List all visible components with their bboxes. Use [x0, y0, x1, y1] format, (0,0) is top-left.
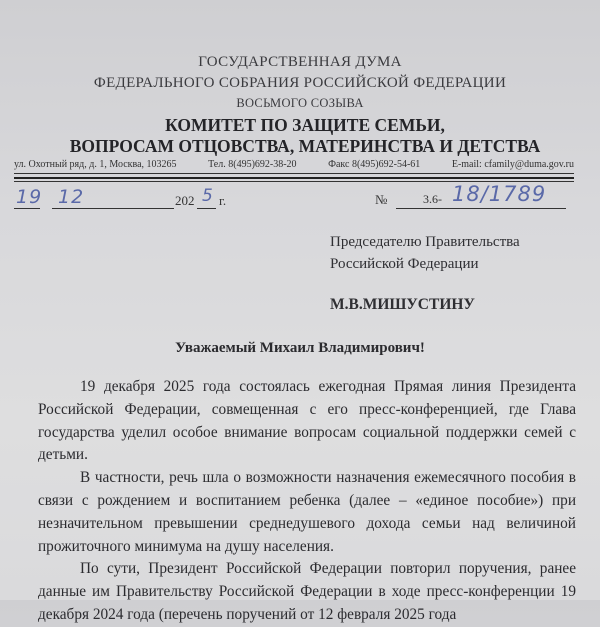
handwritten-reg-number: 18/1789 — [452, 182, 547, 206]
contact-underline — [14, 173, 574, 174]
number-label: № — [375, 192, 388, 207]
header-rule-thick — [14, 177, 574, 179]
handwritten-year-digit: 5 — [202, 186, 214, 206]
phone-text: Тел. 8(495)692-38-20 — [208, 159, 297, 170]
year-underline — [197, 208, 216, 209]
letter-body — [38, 376, 576, 627]
letterhead-duma: ГОСУДАРСТВЕННАЯ ДУМА — [198, 54, 402, 70]
email-text: E-mail: cfamily@duma.gov.ru — [451, 159, 574, 170]
committee-name-line2: ВОПРОСАМ ОТЦОВСТВА, МАТЕРИНСТВА И ДЕТСТВА — [69, 136, 541, 156]
paragraph: 19 декабря 2025 года состоялась ежегодная Прямая линия Президента Российской Федерации, совмещенная с его пресс-конференцией, где Глава государства уделил особое внимание вопросам социальной поддержки семей с детьми. — [38, 378, 576, 464]
paragraph: По сути, Президент Российской Федерации повторил поручения, ранее данные им Правительству Российской Федерации в ходе пресс-конференции 19 декабря 2024 года (перечень поручений от 12 февраля 2025 года — [38, 560, 576, 623]
addressee-organization: Российской Федерации — [330, 256, 479, 272]
addressee-position: Председателю Правительства — [330, 234, 520, 250]
addressee-name: М.В.МИШУСТИНУ — [330, 296, 475, 313]
month-underline — [52, 208, 174, 209]
letterhead-convocation: ВОСЬМОГО СОЗЫВА — [236, 96, 364, 110]
letterhead-federal-assembly: ФЕДЕРАЛЬНОГО СОБРАНИЯ РОССИЙСКОЙ ФЕДЕРАЦИИ — [93, 75, 507, 91]
number-prefix: 3.6- — [423, 192, 442, 206]
handwritten-month: 12 — [58, 186, 85, 208]
contact-line — [14, 159, 574, 170]
day-underline — [14, 208, 40, 209]
number-underline — [396, 208, 566, 209]
year-label: г. — [219, 193, 227, 208]
fax-text: Факс 8(495)692-54-61 — [328, 159, 421, 170]
committee-name-line1: КОМИТЕТ ПО ЗАЩИТЕ СЕМЬИ, — [165, 115, 445, 135]
paragraph: В частности, речь шла о возможности назначения ежемесячного пособия в связи с рождением и воспитанием ребенка (далее – «единое пособие») при незначительном превышении среднедушевого дохода семьи над величиной прожиточного минимума на душу населения. — [38, 469, 576, 555]
address-text: ул. Охотный ряд, д. 1, Москва, 103265 — [14, 159, 177, 170]
handwritten-day: 19 — [16, 186, 43, 208]
salutation: Уважаемый Михаил Владимирович! — [175, 340, 425, 356]
year-prefix: 202 — [175, 193, 195, 208]
